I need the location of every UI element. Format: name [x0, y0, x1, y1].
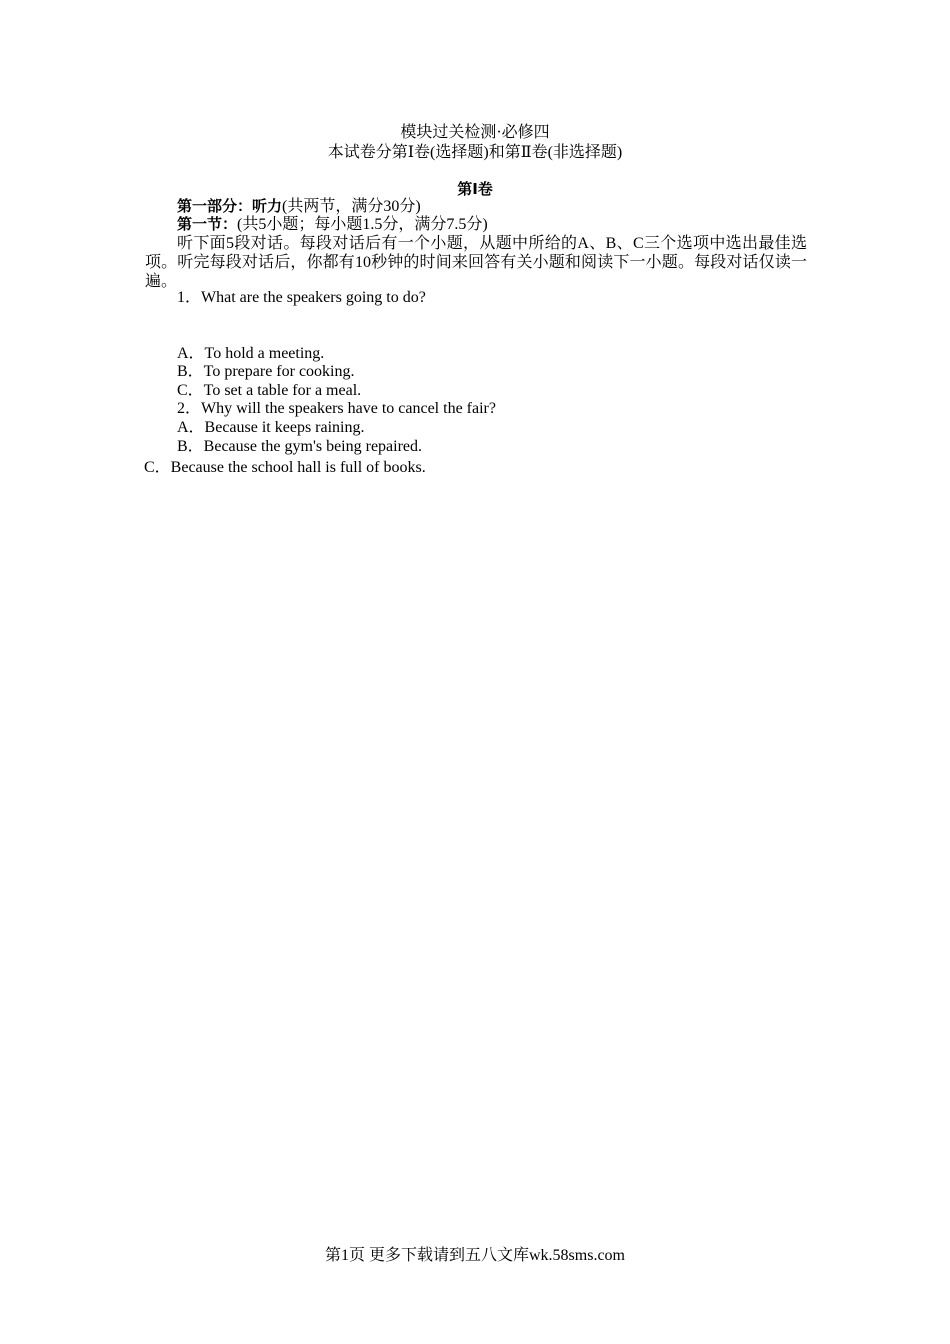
- document-subtitle: 本试卷分第Ⅰ卷(选择题)和第Ⅱ卷(非选择题): [327, 144, 623, 161]
- question-option: A．Because it keeps raining.: [177, 419, 365, 436]
- volume-heading: 第Ⅰ卷: [457, 180, 493, 198]
- question-option: B．To prepare for cooking.: [177, 363, 355, 380]
- question-stem: 2．Why will the speakers have to cancel the fair?: [177, 400, 496, 417]
- section1-heading: [177, 215, 488, 234]
- question-option: C．To set a table for a meal.: [177, 382, 362, 399]
- page-footer: 第1页 更多下载请到五八文库wk.58sms.com: [324, 1247, 625, 1264]
- question-option: C．Because the school hall is full of books.: [144, 459, 426, 476]
- part1-heading: [177, 197, 421, 216]
- question-option: B．Because the gym's being repaired.: [177, 438, 423, 455]
- part1-heading-bold: 第一部分：听力: [177, 197, 283, 215]
- section1-heading-bold: 第一节：: [177, 215, 238, 233]
- question-stem: 1．What are the speakers going to do?: [177, 289, 426, 306]
- question-option: A．To hold a meeting.: [177, 345, 325, 362]
- instructions-paragraph: 听下面5段对话。每段对话后有一个小题，从题中所给的A、B、C三个选项中选出最佳选项。听完每段对话后，你都有10秒钟的时间来回答有关小题和阅读下一小题。每段对话仅读一遍。: [145, 235, 807, 290]
- part1-heading-rest: (共两节，满分30分): [282, 198, 421, 215]
- section1-heading-rest: (共5小题；每小题1.5分，满分7.5分): [237, 216, 488, 233]
- document-title: 模块过关检测·必修四: [400, 124, 550, 141]
